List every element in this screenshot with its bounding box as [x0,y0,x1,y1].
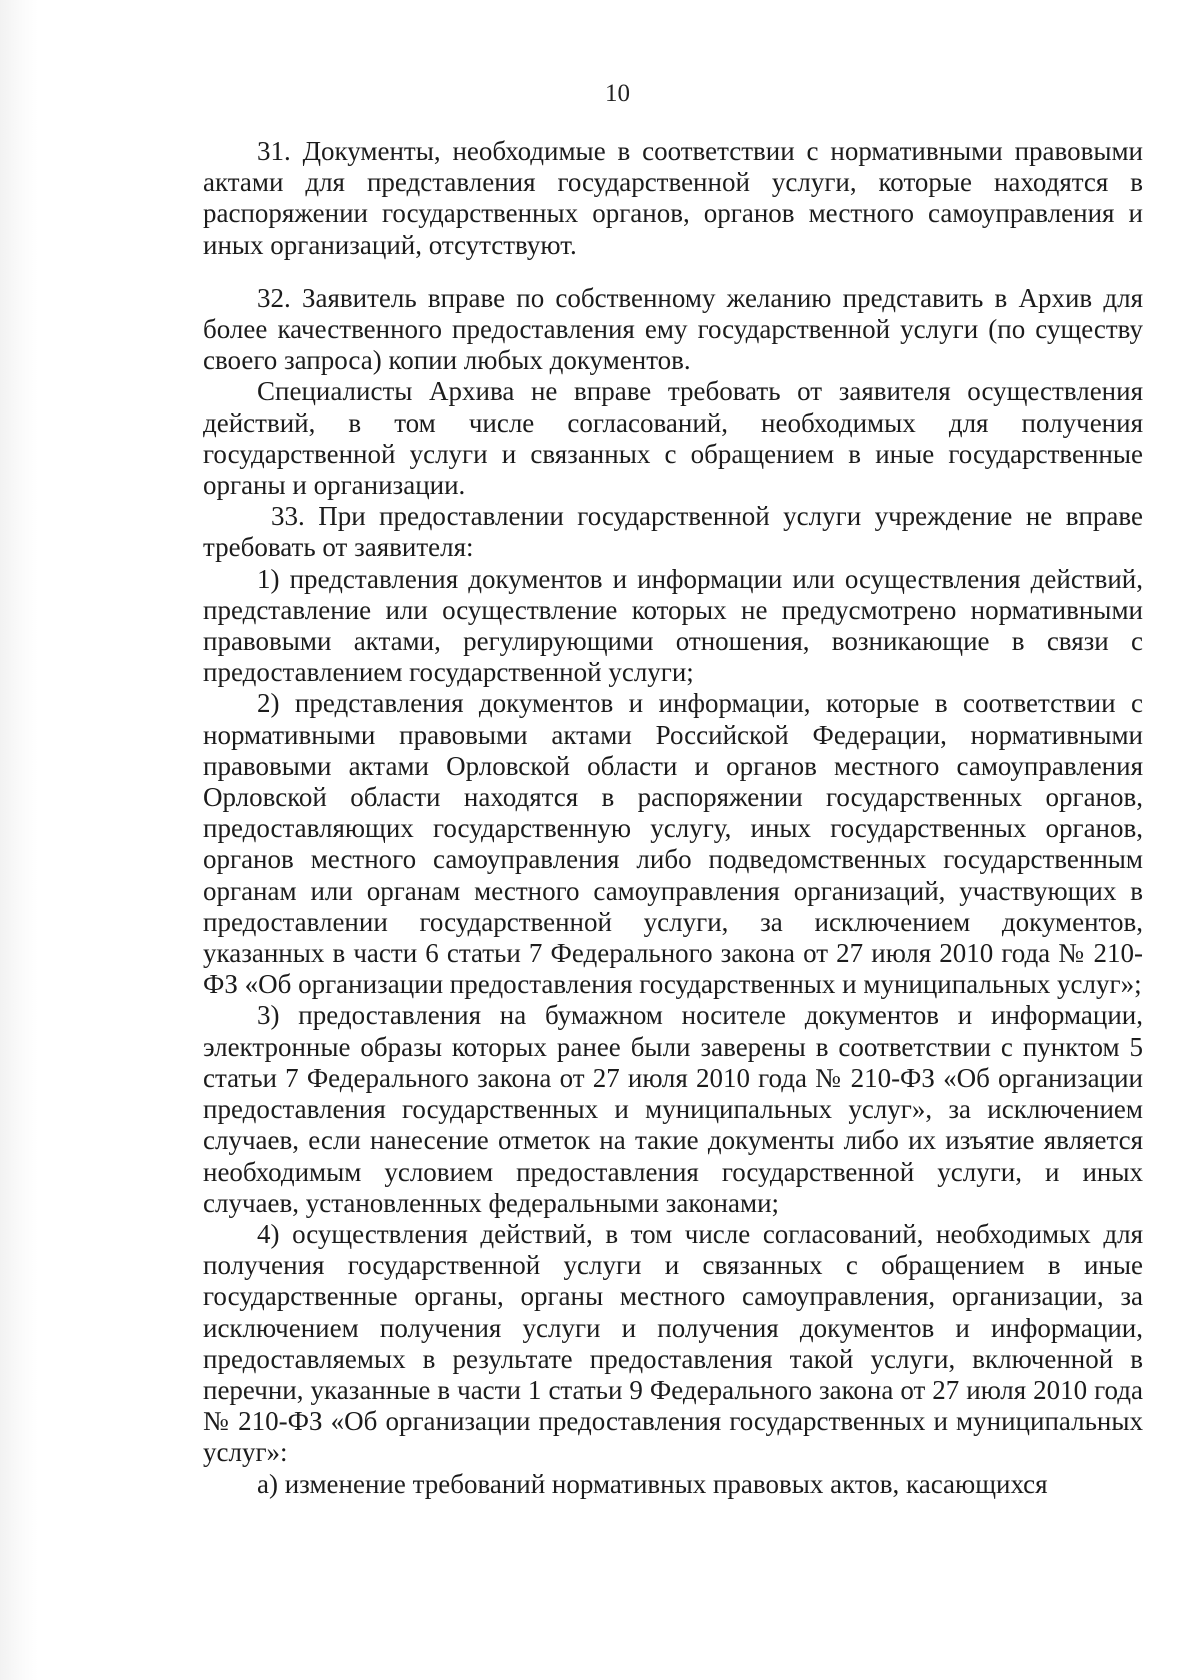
document-body [203,136,1143,1500]
paragraph-31: 31. Документы, необходимые в соответствии с нормативными правовыми актами для представления государственной услуги, которые находятся в распоряжении государственных органов, органов местного самоуправления и иных организаций, отсутствуют. [203,136,1143,260]
list-item-1: 1) представления документов и информации или осуществления действий, представление или осуществление которых не предусмотрено нормативными правовыми актами, регулирующими отношения, возникающие в связи с предоставлением государственной услуги; [203,563,1143,688]
list-item-3: 3) предоставления на бумажном носителе документов и информации, электронные образы которых ранее были заверены в соответствии с пунктом 5 статьи 7 Федерального закона от 27 июля 2010 года № 210-ФЗ «Об организации предоставления государственных и муниципальных услуг», за исключением случаев, если нанесение отметок на такие документы либо их изъятие является необходимым условием предоставления государственной услуги, и иных случаев, установленных федеральными законами; [203,1000,1143,1218]
list-item-a: а) изменение требований нормативных правовых актов, касающихся [257,1468,1048,1499]
scan-edge-shadow [0,0,38,1680]
paragraph-32: 32. Заявитель вправе по собственному желанию представить в Архив для более качественного предоставления ему государственной услуги (по существу своего запроса) копии любых документов. [203,282,1143,376]
paragraph-specialists: Специалисты Архива не вправе требовать от заявителя осуществления действий, в том числе согласований, необходимых для получения государственной услуги и связанных с обращением в иные государственные органы и организации. [203,376,1143,501]
paragraph-33: 33. При предоставлении государственной услуги учреждение не вправе требовать от заявителя: [203,501,1143,563]
list-item-4: 4) осуществления действий, в том числе согласований, необходимых для получения государственной услуги и связанных с обращением в иные государственные органы, органы местного самоуправления, организации, за исключением получения услуги и получения документов и информации, предоставляемых в результате предоставления такой услуги, включенной в перечни, указанные в части 1 статьи 9 Федерального закона от 27 июля 2010 года № 210-ФЗ «Об организации предоставления государственных и муниципальных услуг»: [203,1218,1143,1468]
list-item-2: 2) представления документов и информации, которые в соответствии с нормативными правовыми актами Российской Федерации, нормативными правовыми актами Орловской области и органов местного самоуправления Орловской области находятся в распоряжении государственных органов, предоставляющих государственную услугу, иных государственных органов, органов местного самоуправления либо подведомственных государственным органам или органам местного самоуправления организаций, участвующих в предоставлении государственной услуги, за исключением документов, указанных в части 6 статьи 7 Федерального закона от 27 июля 2010 года № 210-ФЗ «Об организации предоставления государственных и муниципальных услуг»; [203,688,1143,1000]
page-number: 10 [605,80,630,107]
